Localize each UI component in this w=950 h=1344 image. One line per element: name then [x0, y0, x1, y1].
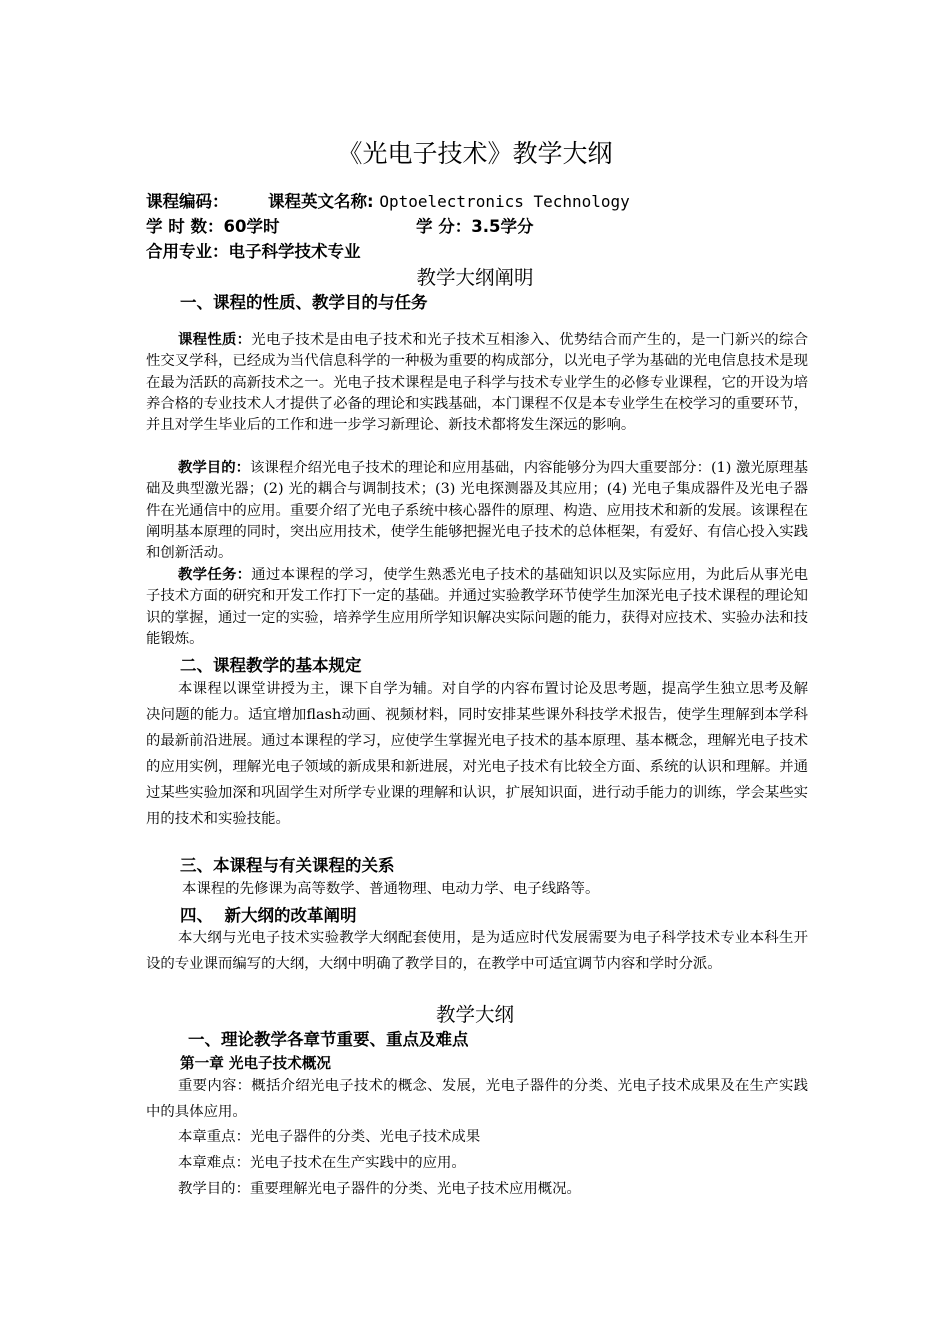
chapter-1-key: 本章重点：光电子器件的分类、光电子技术成果 — [178, 1129, 481, 1145]
hours-value: 60学时 — [223, 217, 280, 236]
course-en-value: Optoelectronics Technology — [379, 192, 630, 211]
nature-text: 光电子技术是由电子技术和光子技术互相渗入、优势结合而产生的，是一门新兴的综合性交叉学科，已经成为当代信息科学的一种极为重要的构成部分，以光电子学为基础的光电信息技术是现在最为活跃的高新技术之一。光电子技术课程是电子科学与技术专业学生的必修专业课程，它的开设为培养合格的专业技术人才提供了必备的理论和实践基础，本门课程不仅是本专业学生在校学习的重要环节，并且对学生毕业后的工作和进一步学习新理论、新技术都将发生深远的影响。 — [146, 332, 808, 434]
chapter-1-heading: 第一章 光电子技术概况 — [180, 1055, 332, 1072]
chapter-1-content: 重要内容：概括介绍光电子技术的概念、发展，光电子器件的分类、光电子技术成果及在生产实践中的具体应用。 — [146, 1078, 808, 1120]
nature-paragraph — [146, 330, 808, 436]
document-title: 《光电子技术》教学大纲 — [337, 139, 613, 168]
section-3-heading: 三、本课程与有关课程的关系 — [180, 856, 395, 875]
nature-label: 课程性质： — [178, 332, 252, 348]
hours-row — [146, 213, 279, 237]
major-label: 合用专业： — [146, 242, 229, 261]
major-value: 电子科学技术专业 — [228, 242, 361, 261]
chapter-1-difficulty: 本章难点：光电子技术在生产实践中的应用。 — [178, 1155, 466, 1171]
outline-title: 教学大纲 — [435, 1003, 514, 1026]
credits-value: 3.5学分 — [471, 217, 534, 236]
chapter-1-goal: 教学目的：重要理解光电子器件的分类、光电子技术应用概况。 — [178, 1181, 581, 1197]
task-label: 教学任务： — [178, 567, 252, 583]
section-4-heading: 四、 新大纲的改革阐明 — [180, 906, 357, 925]
section-4-text: 本大纲与光电子技术实验教学大纲配套使用，是为适应时代发展需要为电子科学技术专业本科生开设的专业课而编写的大纲，大纲中明确了教学目的，在教学中可适宜调节内容和学时分派。 — [146, 930, 808, 972]
purpose-paragraph — [146, 458, 808, 564]
explanation-title: 教学大纲阐明 — [416, 266, 534, 289]
section-2-heading: 二、课程教学的基本规定 — [180, 656, 362, 675]
task-text: 通过本课程的学习，使学生熟悉光电子技术的基础知识以及实际应用，为此后从事光电子技术方面的研究和开发工作打下一定的基础。并通过实验教学环节使学生加深光电子技术课程的理论知识的掌握，通过一定的实验，培养学生应用所学知识解决实际问题的能力，获得对应技术、实验办法和技能锻炼。 — [146, 567, 808, 647]
purpose-label: 教学目的： — [178, 460, 251, 476]
section-1-heading: 一、课程的性质、教学目的与任务 — [180, 293, 428, 312]
outline-part-1-heading: 一、理论教学各章节重要、重点及难点 — [188, 1030, 469, 1049]
section-3-text: 本课程的先修课为高等数学、普通物理、电动力学、电子线路等。 — [182, 881, 600, 897]
credits-label: 学 分： — [416, 217, 472, 236]
task-paragraph — [146, 565, 808, 650]
credits-row — [416, 213, 533, 237]
major-row — [146, 238, 361, 262]
course-en-label: 课程英文名称: — [268, 192, 374, 211]
course-code-label: 课程编码： — [146, 192, 229, 211]
section-2-text: 本课程以课堂讲授为主，课下自学为辅。对自学的内容布置讨论及思考题，提高学生独立思考及解决问题的能力。适宜增加flash动画、视频材料，同时安排某些课外科技学术报告，使学生理解到本学科的最新前沿进展。通过本课程的学习，应使学生掌握光电子技术的基本原理、基本概念，理解光电子技术的应用实例，理解光电子领域的新成果和新进展，对光电子技术有比较全方面、系统的认识和理解。并通过某些实验加深和巩固学生对所学专业课的理解和认识，扩展知识面，进行动手能力的训练，学会某些实用的技术和实验技能。 — [146, 681, 808, 827]
course-code-row — [146, 188, 630, 212]
hours-label: 学 时 数： — [146, 217, 224, 236]
purpose-text: 该课程介绍光电子技术的理论和应用基础，内容能够分为四大重要部分：(1) 激光原理基础及典型激光器；(2) 光的耦合与调制技术；(3) 光电探测器及其应用；(4) 光电子集成器件及光电子器件在光通信中的应用。重要介绍了光电子系统中核心器件的原理、构造、应用技术和新的发展。该课程在阐明基本原理的同时，突出应用技术，使学生能够把握光电子技术的总体框架，有爱好、有信心投入实践和创新活动。 — [146, 460, 808, 562]
